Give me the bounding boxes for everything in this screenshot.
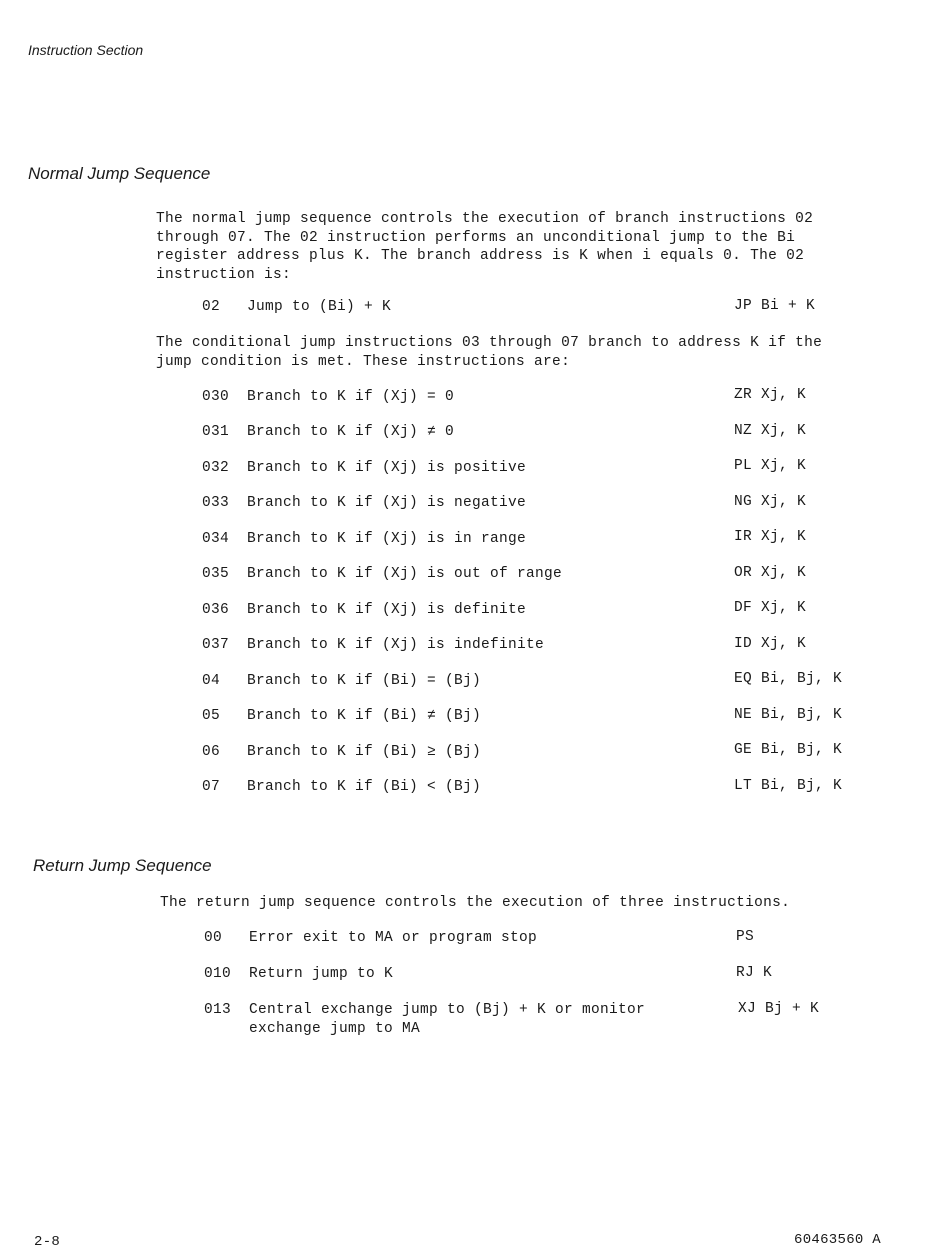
instruction-description: Branch to K if (Bi) < (Bj) [247, 779, 482, 795]
instruction-description: Return jump to K [249, 966, 394, 982]
instruction-description: Branch to K if (Xj) is out of range [247, 566, 563, 582]
instruction-code: 05 [202, 708, 221, 724]
instruction-code: 033 [202, 495, 230, 511]
instruction-description: Branch to K if (Xj) is indefinite [247, 637, 545, 653]
instruction-code: 06 [202, 744, 221, 760]
instruction-description: Branch to K if (Bi) ≠ (Bj) [247, 708, 482, 724]
conditional-jump-intro: The conditional jump instructions 03 through 07 branch to address K if the jump condition is met. These instructions are: [156, 335, 823, 370]
instruction-mnemonic: JP Bi + K [734, 298, 816, 314]
instruction-mnemonic: DF Xj, K [734, 600, 807, 616]
instruction-mnemonic: RJ K [736, 965, 773, 981]
instruction-code: 04 [202, 673, 221, 689]
instruction-mnemonic: GE Bi, Bj, K [734, 742, 843, 758]
instruction-mnemonic: IR Xj, K [734, 529, 807, 545]
normal-jump-heading: Normal Jump Sequence [28, 164, 211, 183]
instruction-description-continued: exchange jump to MA [249, 1021, 421, 1037]
instruction-mnemonic: XJ Bj + K [738, 1001, 820, 1017]
instruction-mnemonic: NZ Xj, K [734, 423, 807, 439]
instruction-description: Branch to K if (Xj) = 0 [247, 389, 455, 405]
instruction-description: Branch to K if (Bi) = (Bj) [247, 673, 482, 689]
instruction-description: Branch to K if (Xj) is positive [247, 460, 527, 476]
instruction-code: 02 [202, 299, 221, 315]
instruction-code: 031 [202, 424, 230, 440]
instruction-code: 07 [202, 779, 221, 795]
instruction-description: Branch to K if (Bi) ≥ (Bj) [247, 744, 482, 760]
instruction-description: Branch to K if (Xj) is in range [247, 531, 527, 547]
instruction-description: Error exit to MA or program stop [249, 930, 538, 946]
instruction-code: 032 [202, 460, 230, 476]
page-number: 2-8 [34, 1234, 61, 1250]
instruction-code: 013 [204, 1002, 232, 1018]
instruction-description: Branch to K if (Xj) ≠ 0 [247, 424, 455, 440]
instruction-mnemonic: ID Xj, K [734, 636, 807, 652]
instruction-description: Branch to K if (Xj) is negative [247, 495, 527, 511]
instruction-code: 036 [202, 602, 230, 618]
document-number: 60463560 A [794, 1232, 882, 1248]
instruction-code: 034 [202, 531, 230, 547]
instruction-mnemonic: LT Bi, Bj, K [734, 778, 843, 794]
normal-jump-intro: The normal jump sequence controls the execution of branch instructions 02 through 07. The 02 instruction performs an unconditional jump to the Bi register address plus K. The branch address is K when i equals 0. The 02 instruction is: [156, 211, 814, 283]
instruction-mnemonic: NE Bi, Bj, K [734, 707, 843, 723]
instruction-code: 00 [204, 930, 223, 946]
instruction-code: 030 [202, 389, 230, 405]
instruction-mnemonic: OR Xj, K [734, 565, 807, 581]
instruction-code: 035 [202, 566, 230, 582]
instruction-description: Branch to K if (Xj) is definite [247, 602, 527, 618]
instruction-mnemonic: PL Xj, K [734, 458, 807, 474]
instruction-mnemonic: EQ Bi, Bj, K [734, 671, 843, 687]
instruction-code: 037 [202, 637, 230, 653]
instruction-mnemonic: NG Xj, K [734, 494, 807, 510]
instruction-description: Jump to (Bi) + K [247, 299, 392, 315]
instruction-code: 010 [204, 966, 232, 982]
return-jump-intro: The return jump sequence controls the execution of three instructions. [160, 895, 791, 911]
return-jump-heading: Return Jump Sequence [33, 856, 212, 875]
instruction-mnemonic: ZR Xj, K [734, 387, 807, 403]
instruction-mnemonic: PS [736, 929, 755, 945]
instruction-description: Central exchange jump to (Bj) + K or monitor [249, 1002, 646, 1018]
section-label: Instruction Section [28, 42, 144, 58]
